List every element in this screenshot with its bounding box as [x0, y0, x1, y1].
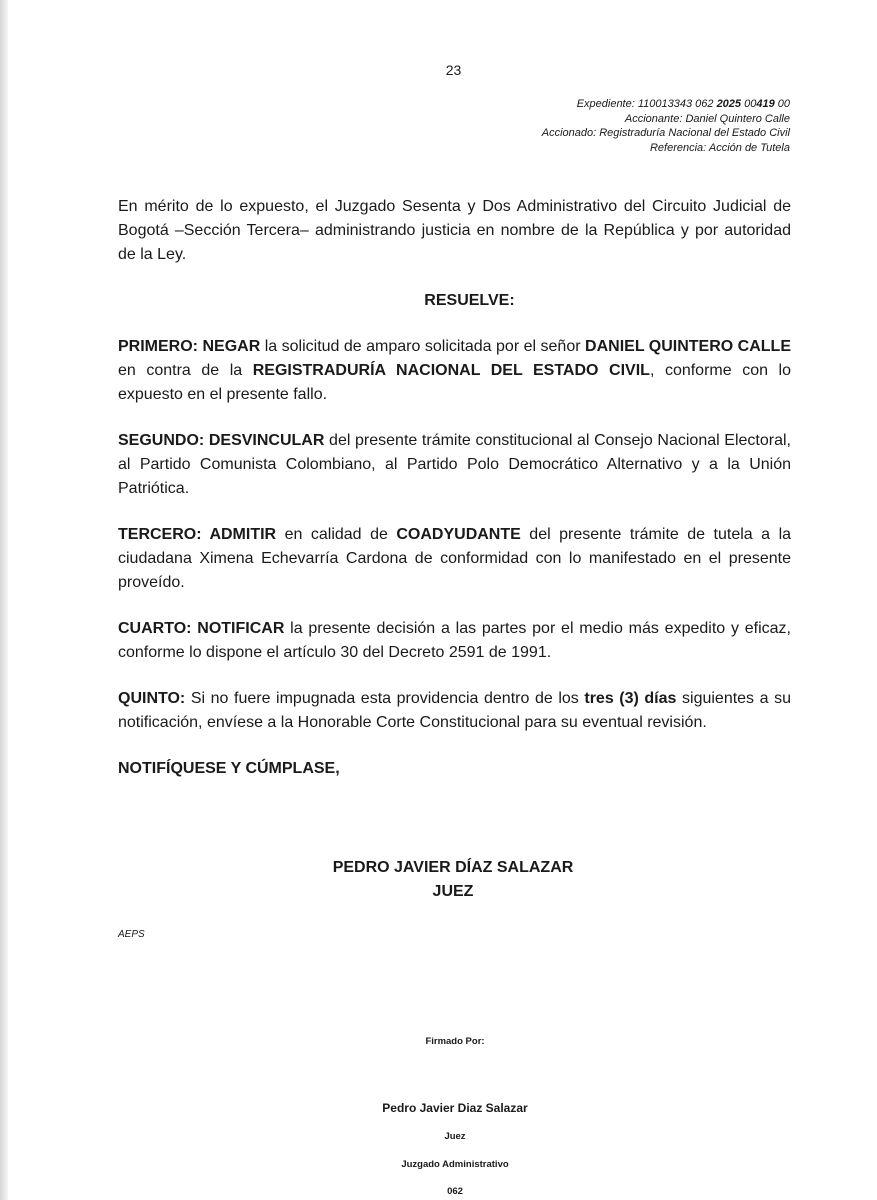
tercero-role: COADYUDANTE [396, 526, 521, 543]
quinto-text-1: Si no fuere impugnada esta providencia dentro de los [185, 690, 585, 707]
primero-text-2: en contra de la [118, 362, 253, 379]
primero-text-3: , conforme con lo expuesto en el presente fallo. [118, 362, 791, 403]
quinto-text-2: siguientes a su notificación, envíese a la Honorable Corte Constitucional para su eventual revisión. [118, 690, 792, 731]
judge-signature [318, 856, 588, 904]
judge-name: PEDRO JAVIER DÍAZ SALAZAR [332, 859, 574, 876]
tercero-label: TERCERO: ADMITIR [118, 526, 277, 543]
case-header [542, 97, 790, 155]
digital-signer-court-number: 062 [447, 1186, 463, 1197]
referencia-line: Referencia: Acción de Tutela [649, 141, 790, 154]
cuarto-text: la presente decisión a las partes por el medio más expedito y eficaz, conforme lo dispone el artículo 30 del Decreto 2591 de 1991. [118, 620, 791, 661]
resuelve-heading: RESUELVE: [424, 292, 515, 309]
expediente-mid: 00 [741, 98, 757, 110]
closing-formula: NOTIFÍQUESE Y CÚMPLASE, [118, 760, 340, 777]
quinto-label: QUINTO: [118, 690, 186, 707]
segundo-label: SEGUNDO: DESVINCULAR [118, 432, 325, 449]
tercero-text-2: del presente trámite de tutela a la ciudadana Ximena Echevarría Cardona de conformidad con lo manifestado en el presente proveído. [118, 526, 792, 591]
document-body [118, 195, 791, 781]
digital-signer-name: Pedro Javier Diaz Salazar [382, 1101, 528, 1115]
expediente-line [542, 97, 790, 112]
page-number: 23 [445, 62, 462, 78]
segundo-paragraph [118, 429, 791, 501]
cuarto-label: CUARTO: NOTIFICAR [118, 620, 285, 637]
primero-name: DANIEL QUINTERO CALLE [585, 338, 791, 355]
primero-text-1: la solicitud de amparo solicitada por el señor [260, 338, 586, 355]
firmado-por-label: Firmado Por: [425, 1036, 485, 1047]
intro-paragraph: En mérito de lo expuesto, el Juzgado Sesenta y Dos Administrativo del Circuito Judicial de Bogotá –Sección Tercera– administrando justicia en nombre de la República y por autoridad de la Ley. [118, 198, 791, 263]
primero-paragraph [118, 335, 791, 407]
accionado-line: Accionado: Registraduría Nacional del Estado Civil [541, 127, 790, 139]
expediente-year: 2025 [716, 98, 742, 110]
page-edge [0, 0, 8, 1200]
tercero-paragraph [118, 523, 791, 595]
accionante-line: Accionante: Daniel Quintero Calle [624, 112, 790, 125]
expediente-label: Expediente: 110013343 062 [576, 98, 717, 110]
segundo-text: del presente trámite constitucional al Consejo Nacional Electoral, al Partido Comunista Colombiano, al Partido Polo Democrático Alternativo y a la Unión Patriótica. [118, 432, 791, 497]
primero-label: PRIMERO: NEGAR [118, 338, 261, 355]
judge-title: JUEZ [432, 883, 474, 900]
expediente-end: 00 [774, 98, 790, 110]
primero-entity: REGISTRADURÍA NACIONAL DEL ESTADO CIVIL [252, 362, 650, 379]
digital-signer-court: Juzgado Administrativo [401, 1159, 509, 1170]
digital-signature-block [300, 1036, 610, 1197]
tercero-text-1: en calidad de [276, 526, 397, 543]
quinto-term: tres (3) días [584, 690, 677, 707]
cuarto-paragraph [118, 617, 791, 665]
quinto-paragraph [118, 687, 791, 735]
drafter-initials: AEPS [118, 929, 145, 940]
digital-signer-role: Juez [444, 1131, 466, 1142]
expediente-number: 419 [756, 98, 775, 110]
